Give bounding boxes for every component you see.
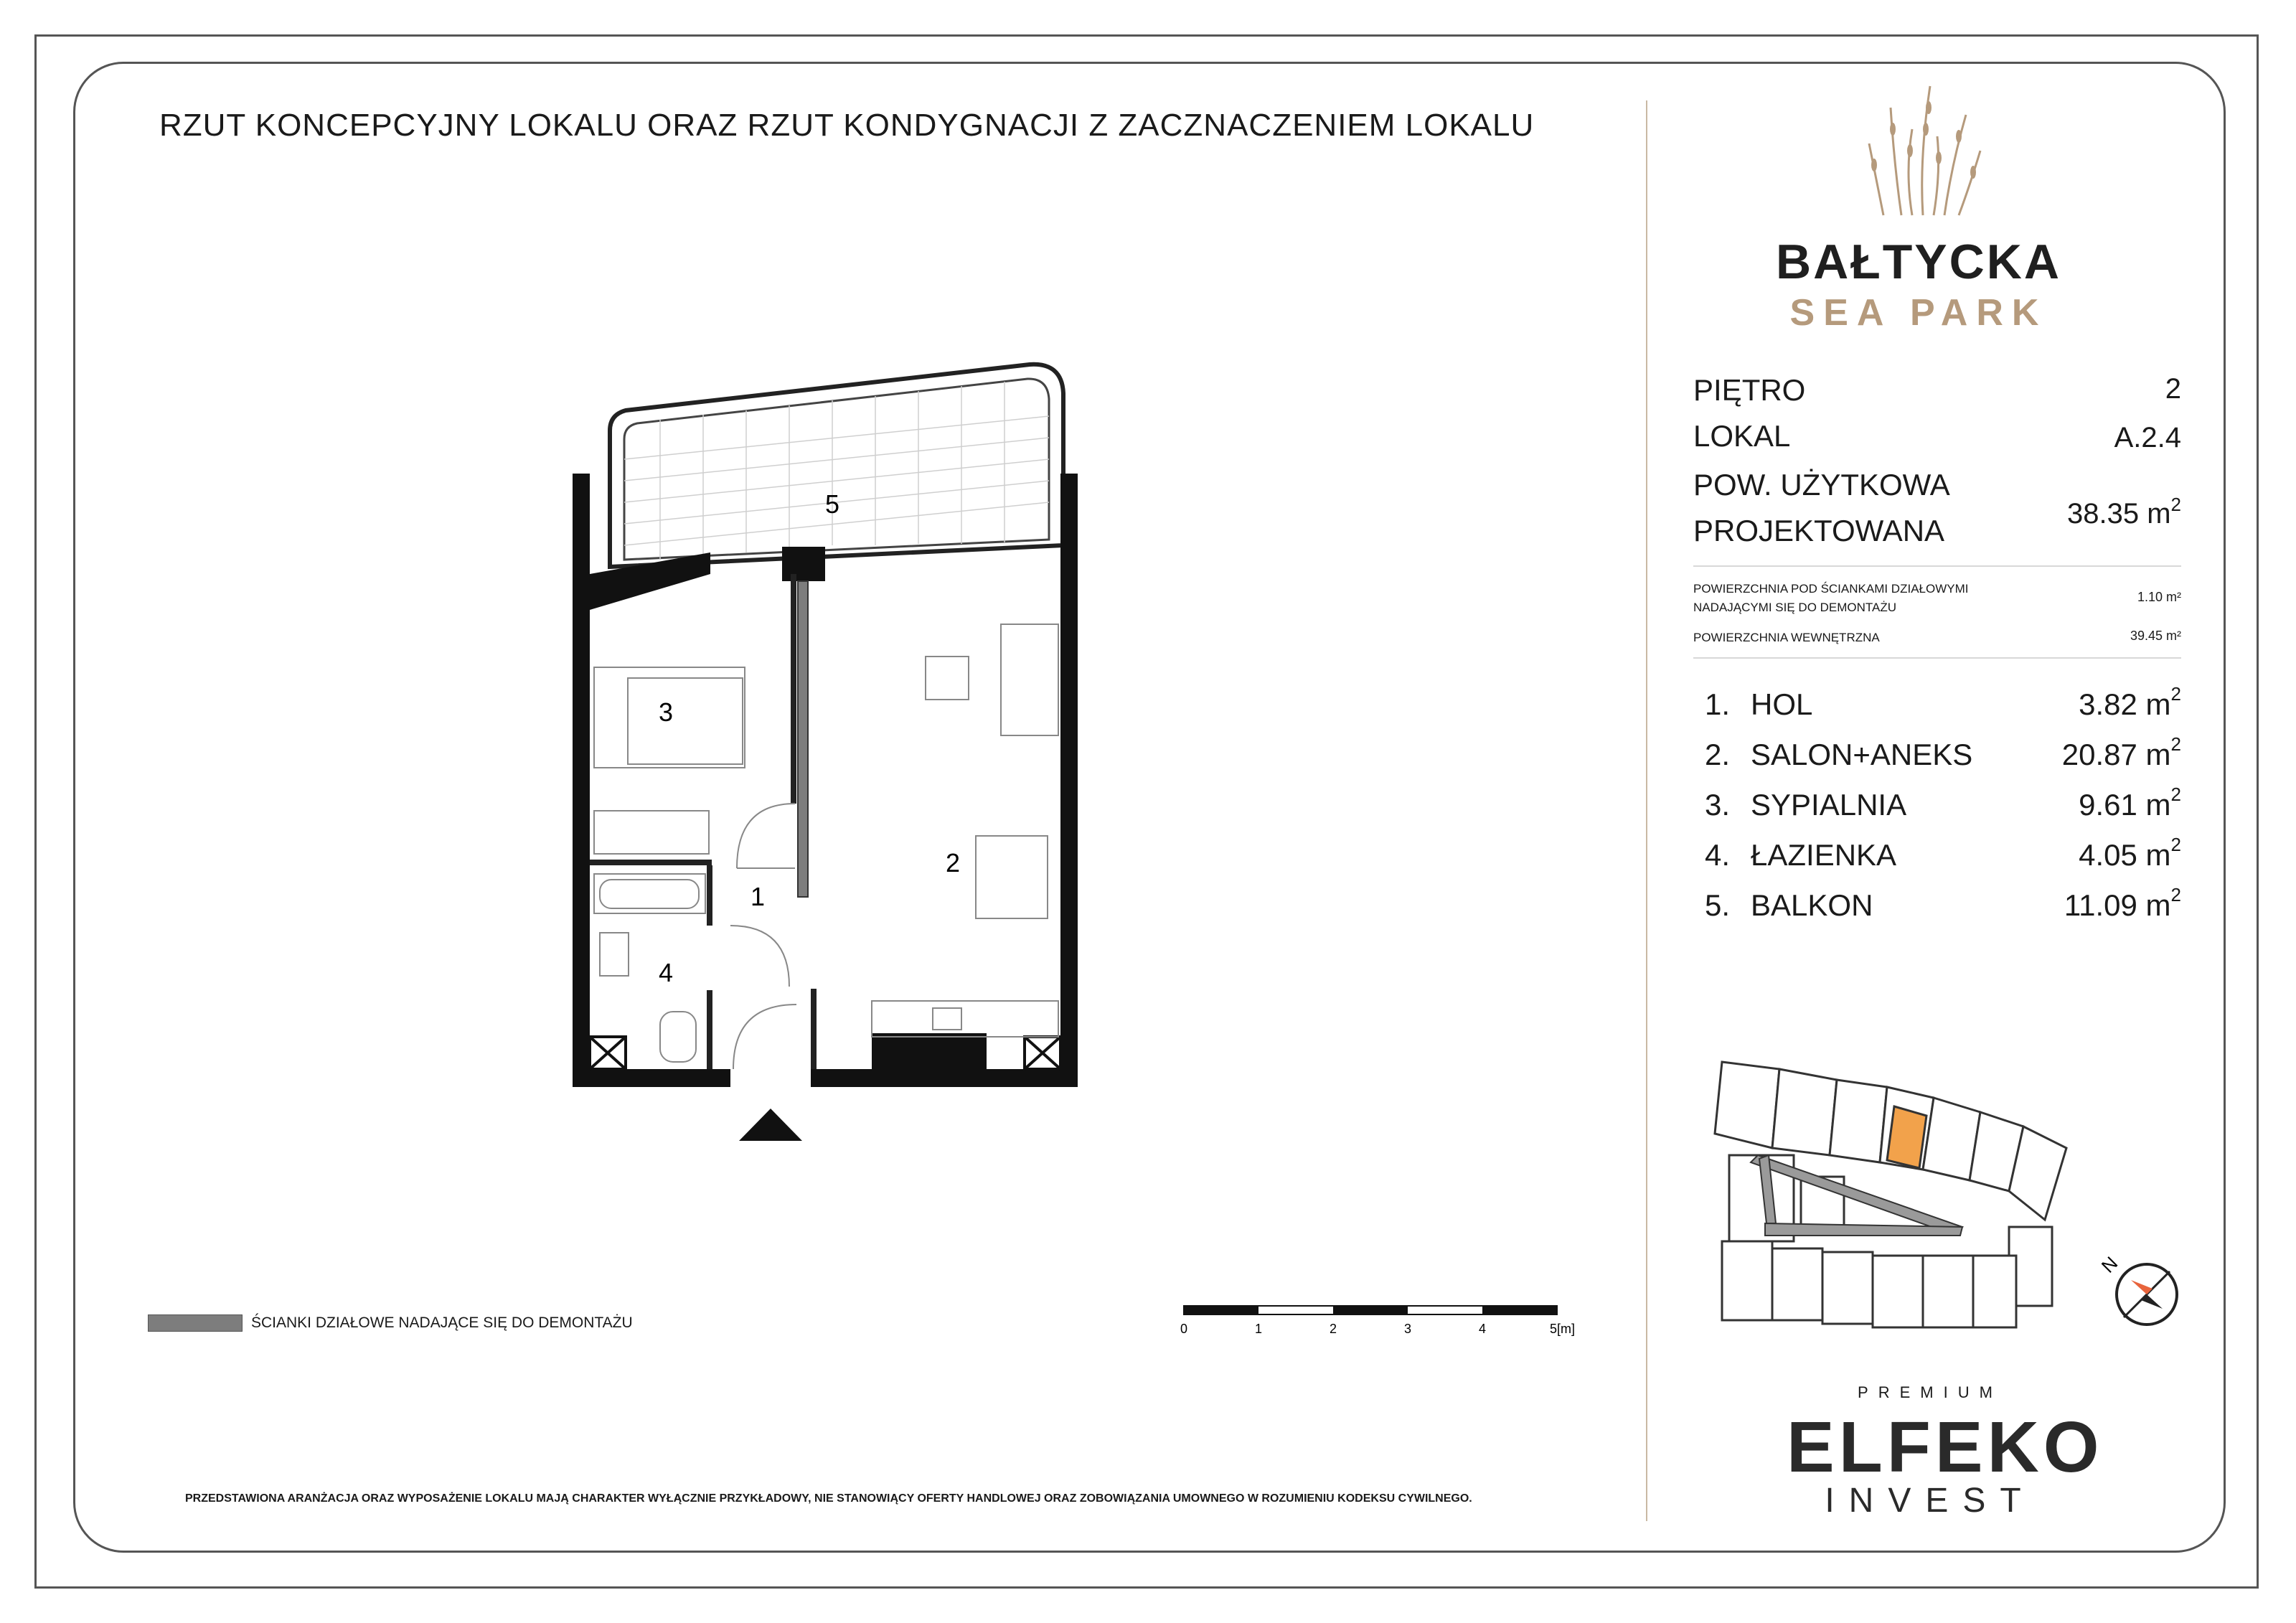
room-area: 11.09 $m^2$ xyxy=(2064,884,2181,922)
room-number: 2. xyxy=(1705,738,1731,771)
scale-bar xyxy=(1170,1299,1586,1342)
usable-area-value: 38.35 $m^2$ xyxy=(2067,494,2181,530)
disclaimer: PRZEDSTAWIONA ARANŻACJA ORAZ WYPOSAŻENIE LOKALU MAJĄ CHARAKTER WYŁĄCZNIE PRZYKŁADOWY, NIE STANOWIĄCY OFERTY HANDLOWEJ ORAZ ZOBOWIĄZANIA UMOWNEGO W ROZUMIENIU KODEKSU CYWILNEGO. xyxy=(185,1492,1472,1505)
room-area: 20.87 $m^2$ xyxy=(2061,733,2181,771)
legend-swatch xyxy=(148,1314,243,1332)
room-name: BALKON xyxy=(1751,888,1873,922)
room-number: 1. xyxy=(1705,687,1731,721)
scale-tick-1: 1 xyxy=(1255,1322,1263,1336)
internal-area-value: 39.45 m² xyxy=(2130,629,2181,643)
info-divider-1 xyxy=(1693,565,2181,567)
developer-premium: PREMIUM xyxy=(1858,1383,2003,1401)
highlighted-unit xyxy=(1887,1106,1926,1168)
info-divider-2 xyxy=(1693,657,2181,659)
brand-line-2: SEA PARK xyxy=(1789,292,2048,334)
scale-tick-3: 3 xyxy=(1404,1322,1412,1336)
room-name: ŁAZIENKA xyxy=(1751,838,1897,872)
unit-floor-plan xyxy=(545,352,1119,1162)
grass-logo-icon xyxy=(1851,79,1995,222)
unit-label: LOKAL xyxy=(1693,419,1791,453)
developer-name: ELFEKO xyxy=(1787,1407,2104,1487)
partition-area-label-1: POWIERZCHNIA POD ŚCIANKAMI DZIAŁOWYMI xyxy=(1693,582,1969,596)
room-name: SALON+ANEKS xyxy=(1751,738,1973,771)
unit-value: A.2.4 xyxy=(2114,422,2181,453)
furniture xyxy=(594,624,1058,1069)
room-label-3: 3 xyxy=(659,697,674,727)
floor-value: 2 xyxy=(2165,373,2181,405)
scale-tick-0: 0 xyxy=(1180,1322,1188,1336)
exterior-walls xyxy=(573,474,1078,1087)
room-area: 9.61 $m^2$ xyxy=(2079,784,2181,822)
entrance-arrow-icon xyxy=(739,1109,802,1141)
room-label-2: 2 xyxy=(946,848,961,878)
scale-tick-5: 5[m] xyxy=(1550,1322,1576,1336)
balcony xyxy=(610,364,1063,567)
room-number: 3. xyxy=(1705,788,1731,822)
developer-sub: INVEST xyxy=(1825,1482,2036,1520)
demountable-partition xyxy=(798,581,808,897)
room-name: HOL xyxy=(1751,687,1813,721)
compass-north-label: N xyxy=(2097,1252,2122,1277)
room-area: 3.82 $m^2$ xyxy=(2079,683,2181,721)
partition-area-label-2: NADAJĄCYMI SIĘ DO DEMONTAŻU xyxy=(1693,601,1897,614)
room-label-1: 1 xyxy=(751,882,766,911)
building-site-plan xyxy=(1708,1048,2095,1349)
usable-area-label-2: PROJEKTOWANA xyxy=(1693,514,1945,547)
compass-icon xyxy=(2097,1248,2188,1335)
interior-walls xyxy=(590,574,817,1069)
room-area: 4.05 $m^2$ xyxy=(2079,834,2181,872)
room-number: 5. xyxy=(1705,888,1731,922)
room-number: 4. xyxy=(1705,838,1731,872)
floor-label: PIĘTRO xyxy=(1693,373,1806,407)
partition-area-value: 1.10 m² xyxy=(2137,590,2181,604)
room-label-5: 5 xyxy=(825,489,840,519)
internal-area-label: POWIERZCHNIA WEWNĘTRZNA xyxy=(1693,631,1880,644)
page-title: RZUT KONCEPCYJNY LOKALU ORAZ RZUT KONDYGNACJI Z ZACZNACZENIEM LOKALU xyxy=(159,108,1535,143)
room-label-4: 4 xyxy=(659,958,674,987)
scale-tick-2: 2 xyxy=(1330,1322,1337,1336)
column-divider xyxy=(1646,100,1647,1521)
room-name: SYPIALNIA xyxy=(1751,788,1907,822)
legend-label: ŚCIANKI DZIAŁOWE NADAJĄCE SIĘ DO DEMONTAŻU xyxy=(251,1314,633,1331)
scale-tick-4: 4 xyxy=(1479,1322,1487,1336)
usable-area-label-1: POW. UŻYTKOWA xyxy=(1693,468,1950,502)
brand-line-1: BAŁTYCKA xyxy=(1776,235,2061,289)
